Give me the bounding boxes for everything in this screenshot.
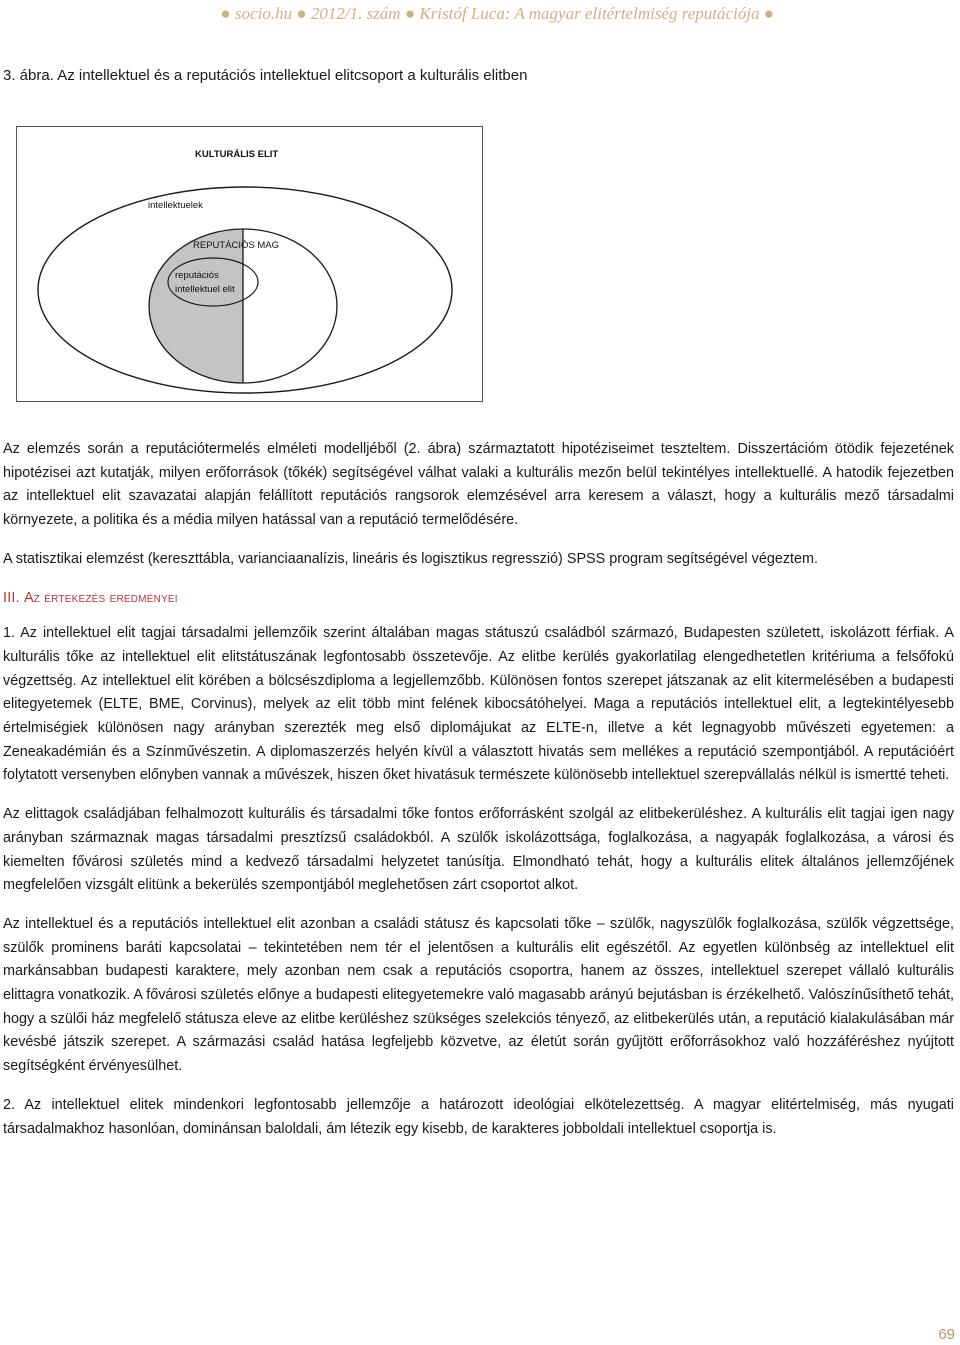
figure-caption: 3. ábra. Az intellektuel és a reputációs intellektuel elitcsoport a kulturális elitben <box>3 67 528 84</box>
paragraph-result-2: 2. Az intellektuel elitek mindenkori legfontosabb jellemzője a határozott ideológiai elkötelezettség. A magyar elitértelmiség, más nyugati társadalmakhoz hasonlóan, dominánsan baloldali, ám létezik egy kisebb, de karakteres jobboldali intellektuel csoportja is. <box>3 1096 954 1137</box>
paragraph-methodology: Az elemzés során a reputációtermelés elméleti modelljéből (2. ábra) származtatott hipotéziseimet teszteltem. Disszertációm ötödik fejezetének hipotézisei azt kutatják, milyen erőforrások (tőkék) segítségével válhat valaki a kulturális mezőn belül tekintélyes intellektuellé. A hatodik fejezetben az intellektuel elit szavazatai alapján felállított reputációs rangsorok elemzésével arra keresem a választ, hogy a kulturális mező társadalmi környezete, a politika és a média milyen hatással van a reputáció termelődésére. <box>3 441 954 529</box>
outer-ellipse-cultural-elite <box>38 187 452 393</box>
running-header: ● socio.hu ● 2012/1. szám ● Kristóf Luca: A magyar elitértelmiség reputációja ● <box>220 4 774 23</box>
section-title: Az értekezés eredményei <box>24 589 178 606</box>
label-reputational-line2: intellektuel elit <box>175 284 235 295</box>
paragraph-statistics: A statisztikai elemzést (kereszttábla, varianciaanalízis, lineáris és logisztikus regresszió) SPSS program segítségével végeztem. <box>3 550 819 567</box>
paragraph-result-1: 1. Az intellektuel elit tagjai társadalmi jellemzőik szerint általában magas státuszú családból származó, Budapesten született, iskolázott férfiak. A kulturális tőke az intellektuel elit elitstátuszának legfontosabb összetevője. Az elitbe kerülés gyakorlatilag elengedhetetlen kritériuma a felsőfokú végzettség. Az intellektuel elit körében a bölcsészdiploma a legjellemzőbb. Különösen fontos szerepet játszanak az elit kitermelésében a budapesti elitegyetemek (ELTE, BME, Corvinus), melyek az elit több mint felének kibocsátóhelyei. Maga a reputációs intellektuel elit, a legtekintélyesebb értelmiségiek különösen nagy arányban szerezték meg első diplomájukat az ELTE-n, illetve a két legnagyobb művészeti egyetemen: a Zeneakadémián és a Színművészetin. A diplomaszerzés helyén kívül a választott hivatás sem mellékes a reputáció szempontjából. A reputációért folytatott versenyben előnyben vannak a művészek, hiszen őket hivatásuk természete különösebb intellektuel szerepvállalás nélkül is ismertté teheti. <box>3 625 954 784</box>
page-number: 69 <box>938 1326 955 1343</box>
section-heading <box>3 587 954 611</box>
label-cultural-elite: KULTURÁLIS ELIT <box>195 149 279 160</box>
paragraph-family-status: Az intellektuel és a reputációs intellektuel elit azonban a családi státusz és kapcsolati tőke – szülők, nagyszülők foglalkozása, szülők végzettsége, szülők prominens baráti kapcsolatai – tekintetében nem tér el jelentősen a kulturális elit egészétől. Az egyetlen különbség az intellektuel elit markánsabban budapesti karaktere, mely azonban nem csak a reputációs csoportra, hanem az összes, intellektuel szerepet vállaló kulturális elittagra vonatkozik. A fővárosi születés előnye a budapesti elitegyetemekre való magasabb arányú bejutásban is érzékelhető. Valószínűsíthető tehát, hogy a szülői ház megfelelő státusza eleve az elitbe kerüléshez szükséges szelekciós tényező, az elitbekerülés után, a reputáció kialakulásában már kevésbé játszik szerepet. A származási család hatása legfeljebb közvetve, az életút során gyűjtött erőforrásokhoz való hozzáféréshez nyújtott segítségként érvényesülhet. <box>3 915 954 1075</box>
paragraph-family-capital: Az elittagok családjában felhalmozott kulturális és társadalmi tőke fontos erőforrásként szolgál az elitbekerüléshez. A kulturális elit tagjai igen nagy arányban származnak magas társadalmi presztízsű családokból. A szülők iskolázottsága, foglalkozása, a nagyapák foglalkozása, a városi és kiemelten fővárosi születés mind a kedvező társadalmi helyzetet tanúsítja. Elmondható tehát, hogy a kulturális elitek általános jellemzőjének megfelelően vizsgált elitünk a bekerülés szempontjából meglehetősen zárt csoportot alkot. <box>3 806 954 894</box>
figure-diagram <box>16 126 483 402</box>
label-reputational-line1: reputációs <box>175 270 219 281</box>
body-text <box>3 438 954 1156</box>
label-intellectuals: intellektuelek <box>148 200 203 211</box>
label-reputation-field: REPUTÁCIÓS MAG <box>193 240 280 251</box>
section-number: III. <box>3 589 24 606</box>
